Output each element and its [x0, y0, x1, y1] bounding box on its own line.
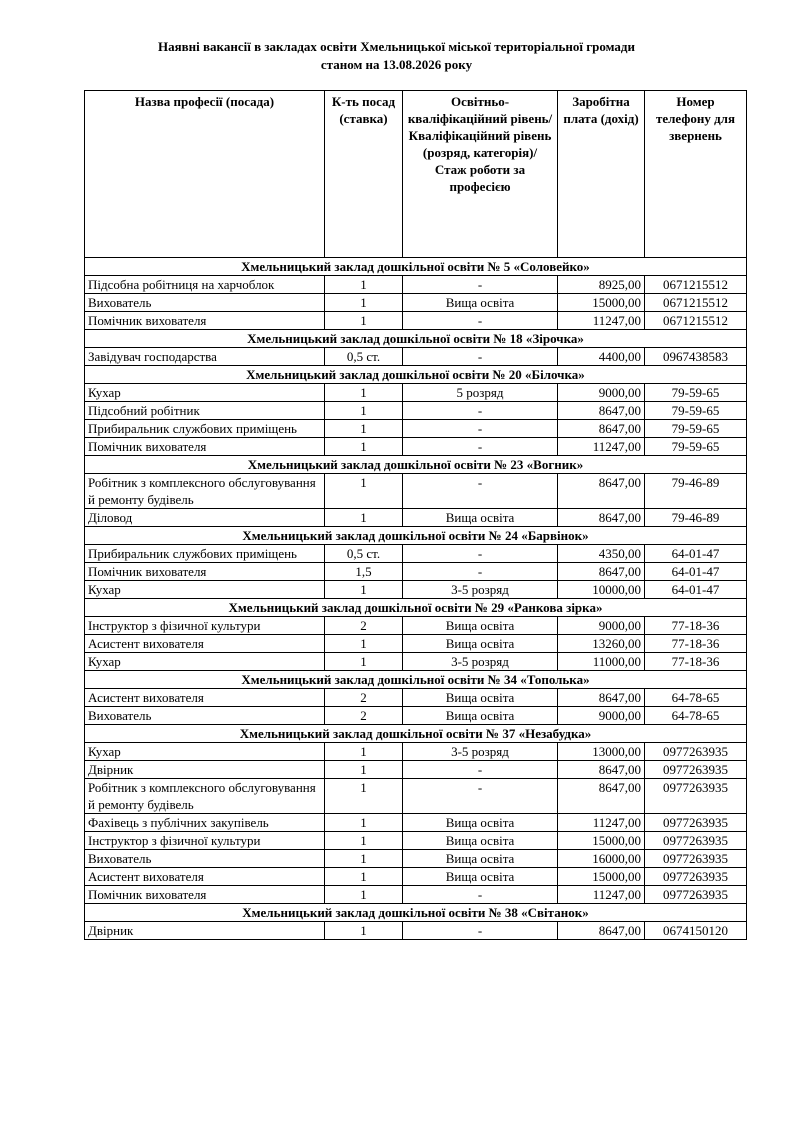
cell-position: Кухар	[85, 384, 325, 402]
cell-position: Асистент вихователя	[85, 689, 325, 707]
cell-salary: 10000,00	[558, 581, 645, 599]
section-row	[85, 330, 747, 348]
cell-count: 1	[325, 384, 403, 402]
section-title: Хмельницький заклад дошкільної освіти № 37 «Незабудка»	[85, 725, 747, 743]
cell-phone: 77-18-36	[645, 635, 747, 653]
cell-salary: 8647,00	[558, 402, 645, 420]
cell-position: Кухар	[85, 653, 325, 671]
table-header-row	[85, 91, 747, 258]
cell-phone: 0977263935	[645, 779, 747, 814]
cell-count: 1	[325, 743, 403, 761]
cell-phone: 0674150120	[645, 922, 747, 940]
table-body	[85, 258, 747, 940]
cell-qualification: Вища освіта	[403, 814, 558, 832]
cell-salary: 15000,00	[558, 832, 645, 850]
cell-phone: 64-01-47	[645, 545, 747, 563]
cell-position: Підсобна робітниця на харчоблок	[85, 276, 325, 294]
cell-phone: 79-59-65	[645, 420, 747, 438]
cell-position: Помічник вихователя	[85, 886, 325, 904]
cell-salary: 13260,00	[558, 635, 645, 653]
cell-position: Кухар	[85, 581, 325, 599]
cell-phone: 64-78-65	[645, 689, 747, 707]
table-row	[85, 779, 747, 814]
table-row	[85, 617, 747, 635]
cell-phone: 0977263935	[645, 832, 747, 850]
cell-count: 1	[325, 581, 403, 599]
cell-qualification: -	[403, 402, 558, 420]
cell-count: 1	[325, 886, 403, 904]
cell-qualification: 5 розряд	[403, 384, 558, 402]
cell-phone: 0671215512	[645, 294, 747, 312]
table-row	[85, 581, 747, 599]
cell-qualification: -	[403, 438, 558, 456]
cell-phone: 0671215512	[645, 276, 747, 294]
table-row	[85, 850, 747, 868]
cell-count: 0,5 ст.	[325, 348, 403, 366]
cell-phone: 64-01-47	[645, 563, 747, 581]
cell-qualification: Вища освіта	[403, 635, 558, 653]
cell-count: 1	[325, 438, 403, 456]
cell-position: Завідувач господарства	[85, 348, 325, 366]
table-row	[85, 402, 747, 420]
cell-phone: 64-01-47	[645, 581, 747, 599]
cell-phone: 79-46-89	[645, 474, 747, 509]
cell-qualification: Вища освіта	[403, 617, 558, 635]
cell-phone: 64-78-65	[645, 707, 747, 725]
cell-count: 1	[325, 276, 403, 294]
cell-count: 1	[325, 850, 403, 868]
cell-qualification: -	[403, 420, 558, 438]
cell-qualification: 3-5 розряд	[403, 581, 558, 599]
cell-salary: 9000,00	[558, 384, 645, 402]
table-row	[85, 294, 747, 312]
cell-position: Помічник вихователя	[85, 312, 325, 330]
cell-phone: 79-59-65	[645, 384, 747, 402]
cell-position: Робітник з комплексного обслуговування й ремонту будівель	[85, 779, 325, 814]
cell-salary: 8647,00	[558, 689, 645, 707]
cell-count: 1	[325, 653, 403, 671]
cell-salary: 8647,00	[558, 563, 645, 581]
cell-count: 1	[325, 635, 403, 653]
table-row	[85, 832, 747, 850]
table-row	[85, 707, 747, 725]
cell-salary: 8647,00	[558, 474, 645, 509]
cell-salary: 9000,00	[558, 617, 645, 635]
cell-qualification: -	[403, 312, 558, 330]
cell-phone: 79-46-89	[645, 509, 747, 527]
section-row	[85, 366, 747, 384]
cell-qualification: -	[403, 779, 558, 814]
cell-qualification: -	[403, 474, 558, 509]
cell-position: Кухар	[85, 743, 325, 761]
cell-phone: 0671215512	[645, 312, 747, 330]
cell-position: Інструктор з фізичної культури	[85, 617, 325, 635]
table-row	[85, 276, 747, 294]
cell-qualification: -	[403, 761, 558, 779]
table-row	[85, 312, 747, 330]
table-row	[85, 653, 747, 671]
header-count: К-ть посад (ставка)	[325, 91, 403, 258]
cell-position: Вихователь	[85, 850, 325, 868]
cell-phone: 77-18-36	[645, 653, 747, 671]
cell-count: 1	[325, 832, 403, 850]
cell-qualification: Вища освіта	[403, 850, 558, 868]
section-title: Хмельницький заклад дошкільної освіти № 24 «Барвінок»	[85, 527, 747, 545]
cell-qualification: Вища освіта	[403, 294, 558, 312]
cell-phone: 77-18-36	[645, 617, 747, 635]
section-row	[85, 904, 747, 922]
cell-count: 1,5	[325, 563, 403, 581]
cell-salary: 8647,00	[558, 779, 645, 814]
cell-qualification: Вища освіта	[403, 689, 558, 707]
cell-position: Асистент вихователя	[85, 868, 325, 886]
cell-count: 1	[325, 402, 403, 420]
section-row	[85, 725, 747, 743]
cell-salary: 9000,00	[558, 707, 645, 725]
cell-phone: 0977263935	[645, 814, 747, 832]
cell-qualification: -	[403, 348, 558, 366]
cell-count: 2	[325, 707, 403, 725]
cell-position: Помічник вихователя	[85, 438, 325, 456]
cell-phone: 0977263935	[645, 850, 747, 868]
section-title: Хмельницький заклад дошкільної освіти № 38 «Світанок»	[85, 904, 747, 922]
header-salary: Заробітна плата (дохід)	[558, 91, 645, 258]
cell-phone: 0977263935	[645, 743, 747, 761]
cell-phone: 79-59-65	[645, 402, 747, 420]
section-title: Хмельницький заклад дошкільної освіти № 20 «Білочка»	[85, 366, 747, 384]
table-row	[85, 761, 747, 779]
cell-salary: 4350,00	[558, 545, 645, 563]
document-title-line2: станом на 13.08.2026 року	[320, 57, 473, 72]
cell-count: 2	[325, 689, 403, 707]
cell-count: 1	[325, 509, 403, 527]
table-row	[85, 420, 747, 438]
cell-count: 0,5 ст.	[325, 545, 403, 563]
cell-phone: 0977263935	[645, 886, 747, 904]
table-row	[85, 474, 747, 509]
cell-salary: 15000,00	[558, 868, 645, 886]
table-row	[85, 509, 747, 527]
header-qualification: Освітньо-кваліфікаційний рівень/ Кваліфікаційний рівень (розряд, категорія)/ Стаж роботи за професією	[403, 91, 558, 258]
cell-qualification: -	[403, 276, 558, 294]
table-row	[85, 743, 747, 761]
cell-position: Вихователь	[85, 707, 325, 725]
section-title: Хмельницький заклад дошкільної освіти № 18 «Зірочка»	[85, 330, 747, 348]
cell-salary: 8925,00	[558, 276, 645, 294]
table-row	[85, 689, 747, 707]
cell-position: Двірник	[85, 761, 325, 779]
table-row	[85, 348, 747, 366]
cell-qualification: 3-5 розряд	[403, 743, 558, 761]
cell-count: 1	[325, 312, 403, 330]
table-row	[85, 438, 747, 456]
cell-count: 1	[325, 761, 403, 779]
table-row	[85, 868, 747, 886]
cell-salary: 13000,00	[558, 743, 645, 761]
cell-position: Вихователь	[85, 294, 325, 312]
cell-salary: 15000,00	[558, 294, 645, 312]
section-title: Хмельницький заклад дошкільної освіти № 29 «Ранкова зірка»	[85, 599, 747, 617]
table-row	[85, 384, 747, 402]
cell-position: Підсобний робітник	[85, 402, 325, 420]
cell-salary: 11000,00	[558, 653, 645, 671]
cell-qualification: -	[403, 886, 558, 904]
cell-qualification: 3-5 розряд	[403, 653, 558, 671]
cell-count: 1	[325, 922, 403, 940]
table-row	[85, 635, 747, 653]
cell-qualification: Вища освіта	[403, 868, 558, 886]
cell-qualification: -	[403, 922, 558, 940]
table-row	[85, 563, 747, 581]
cell-count: 1	[325, 814, 403, 832]
cell-count: 1	[325, 294, 403, 312]
document-title-line1: Наявні вакансії в закладах освіти Хмельницької міської територіальної громади	[158, 39, 635, 54]
cell-salary: 8647,00	[558, 420, 645, 438]
cell-salary: 16000,00	[558, 850, 645, 868]
cell-salary: 11247,00	[558, 312, 645, 330]
cell-salary: 11247,00	[558, 886, 645, 904]
header-position: Назва професії (посада)	[85, 91, 325, 258]
cell-qualification: Вища освіта	[403, 707, 558, 725]
cell-count: 1	[325, 868, 403, 886]
table-row	[85, 886, 747, 904]
table-row	[85, 814, 747, 832]
header-phone: Номер телефону для звернень	[645, 91, 747, 258]
cell-qualification: Вища освіта	[403, 832, 558, 850]
cell-position: Діловод	[85, 509, 325, 527]
section-row	[85, 258, 747, 276]
cell-salary: 4400,00	[558, 348, 645, 366]
cell-phone: 79-59-65	[645, 438, 747, 456]
section-row	[85, 456, 747, 474]
cell-count: 1	[325, 474, 403, 509]
cell-phone: 0977263935	[645, 868, 747, 886]
cell-count: 1	[325, 779, 403, 814]
cell-phone: 0977263935	[645, 761, 747, 779]
cell-phone: 0967438583	[645, 348, 747, 366]
vacancies-table	[84, 90, 747, 940]
document-title	[60, 38, 733, 74]
section-title: Хмельницький заклад дошкільної освіти № 5 «Соловейко»	[85, 258, 747, 276]
table-row	[85, 545, 747, 563]
cell-qualification: -	[403, 563, 558, 581]
cell-salary: 11247,00	[558, 814, 645, 832]
cell-count: 2	[325, 617, 403, 635]
cell-position: Прибиральник службових приміщень	[85, 545, 325, 563]
cell-position: Помічник вихователя	[85, 563, 325, 581]
cell-position: Двірник	[85, 922, 325, 940]
section-row	[85, 527, 747, 545]
cell-qualification: Вища освіта	[403, 509, 558, 527]
cell-position: Фахівець з публічних закупівель	[85, 814, 325, 832]
table-row	[85, 922, 747, 940]
cell-salary: 11247,00	[558, 438, 645, 456]
section-title: Хмельницький заклад дошкільної освіти № 34 «Тополька»	[85, 671, 747, 689]
cell-position: Робітник з комплексного обслуговування й ремонту будівель	[85, 474, 325, 509]
cell-salary: 8647,00	[558, 922, 645, 940]
cell-count: 1	[325, 420, 403, 438]
section-row	[85, 599, 747, 617]
cell-position: Прибиральник службових приміщень	[85, 420, 325, 438]
cell-position: Асистент вихователя	[85, 635, 325, 653]
section-title: Хмельницький заклад дошкільної освіти № 23 «Вогник»	[85, 456, 747, 474]
cell-salary: 8647,00	[558, 509, 645, 527]
cell-qualification: -	[403, 545, 558, 563]
cell-salary: 8647,00	[558, 761, 645, 779]
section-row	[85, 671, 747, 689]
cell-position: Інструктор з фізичної культури	[85, 832, 325, 850]
